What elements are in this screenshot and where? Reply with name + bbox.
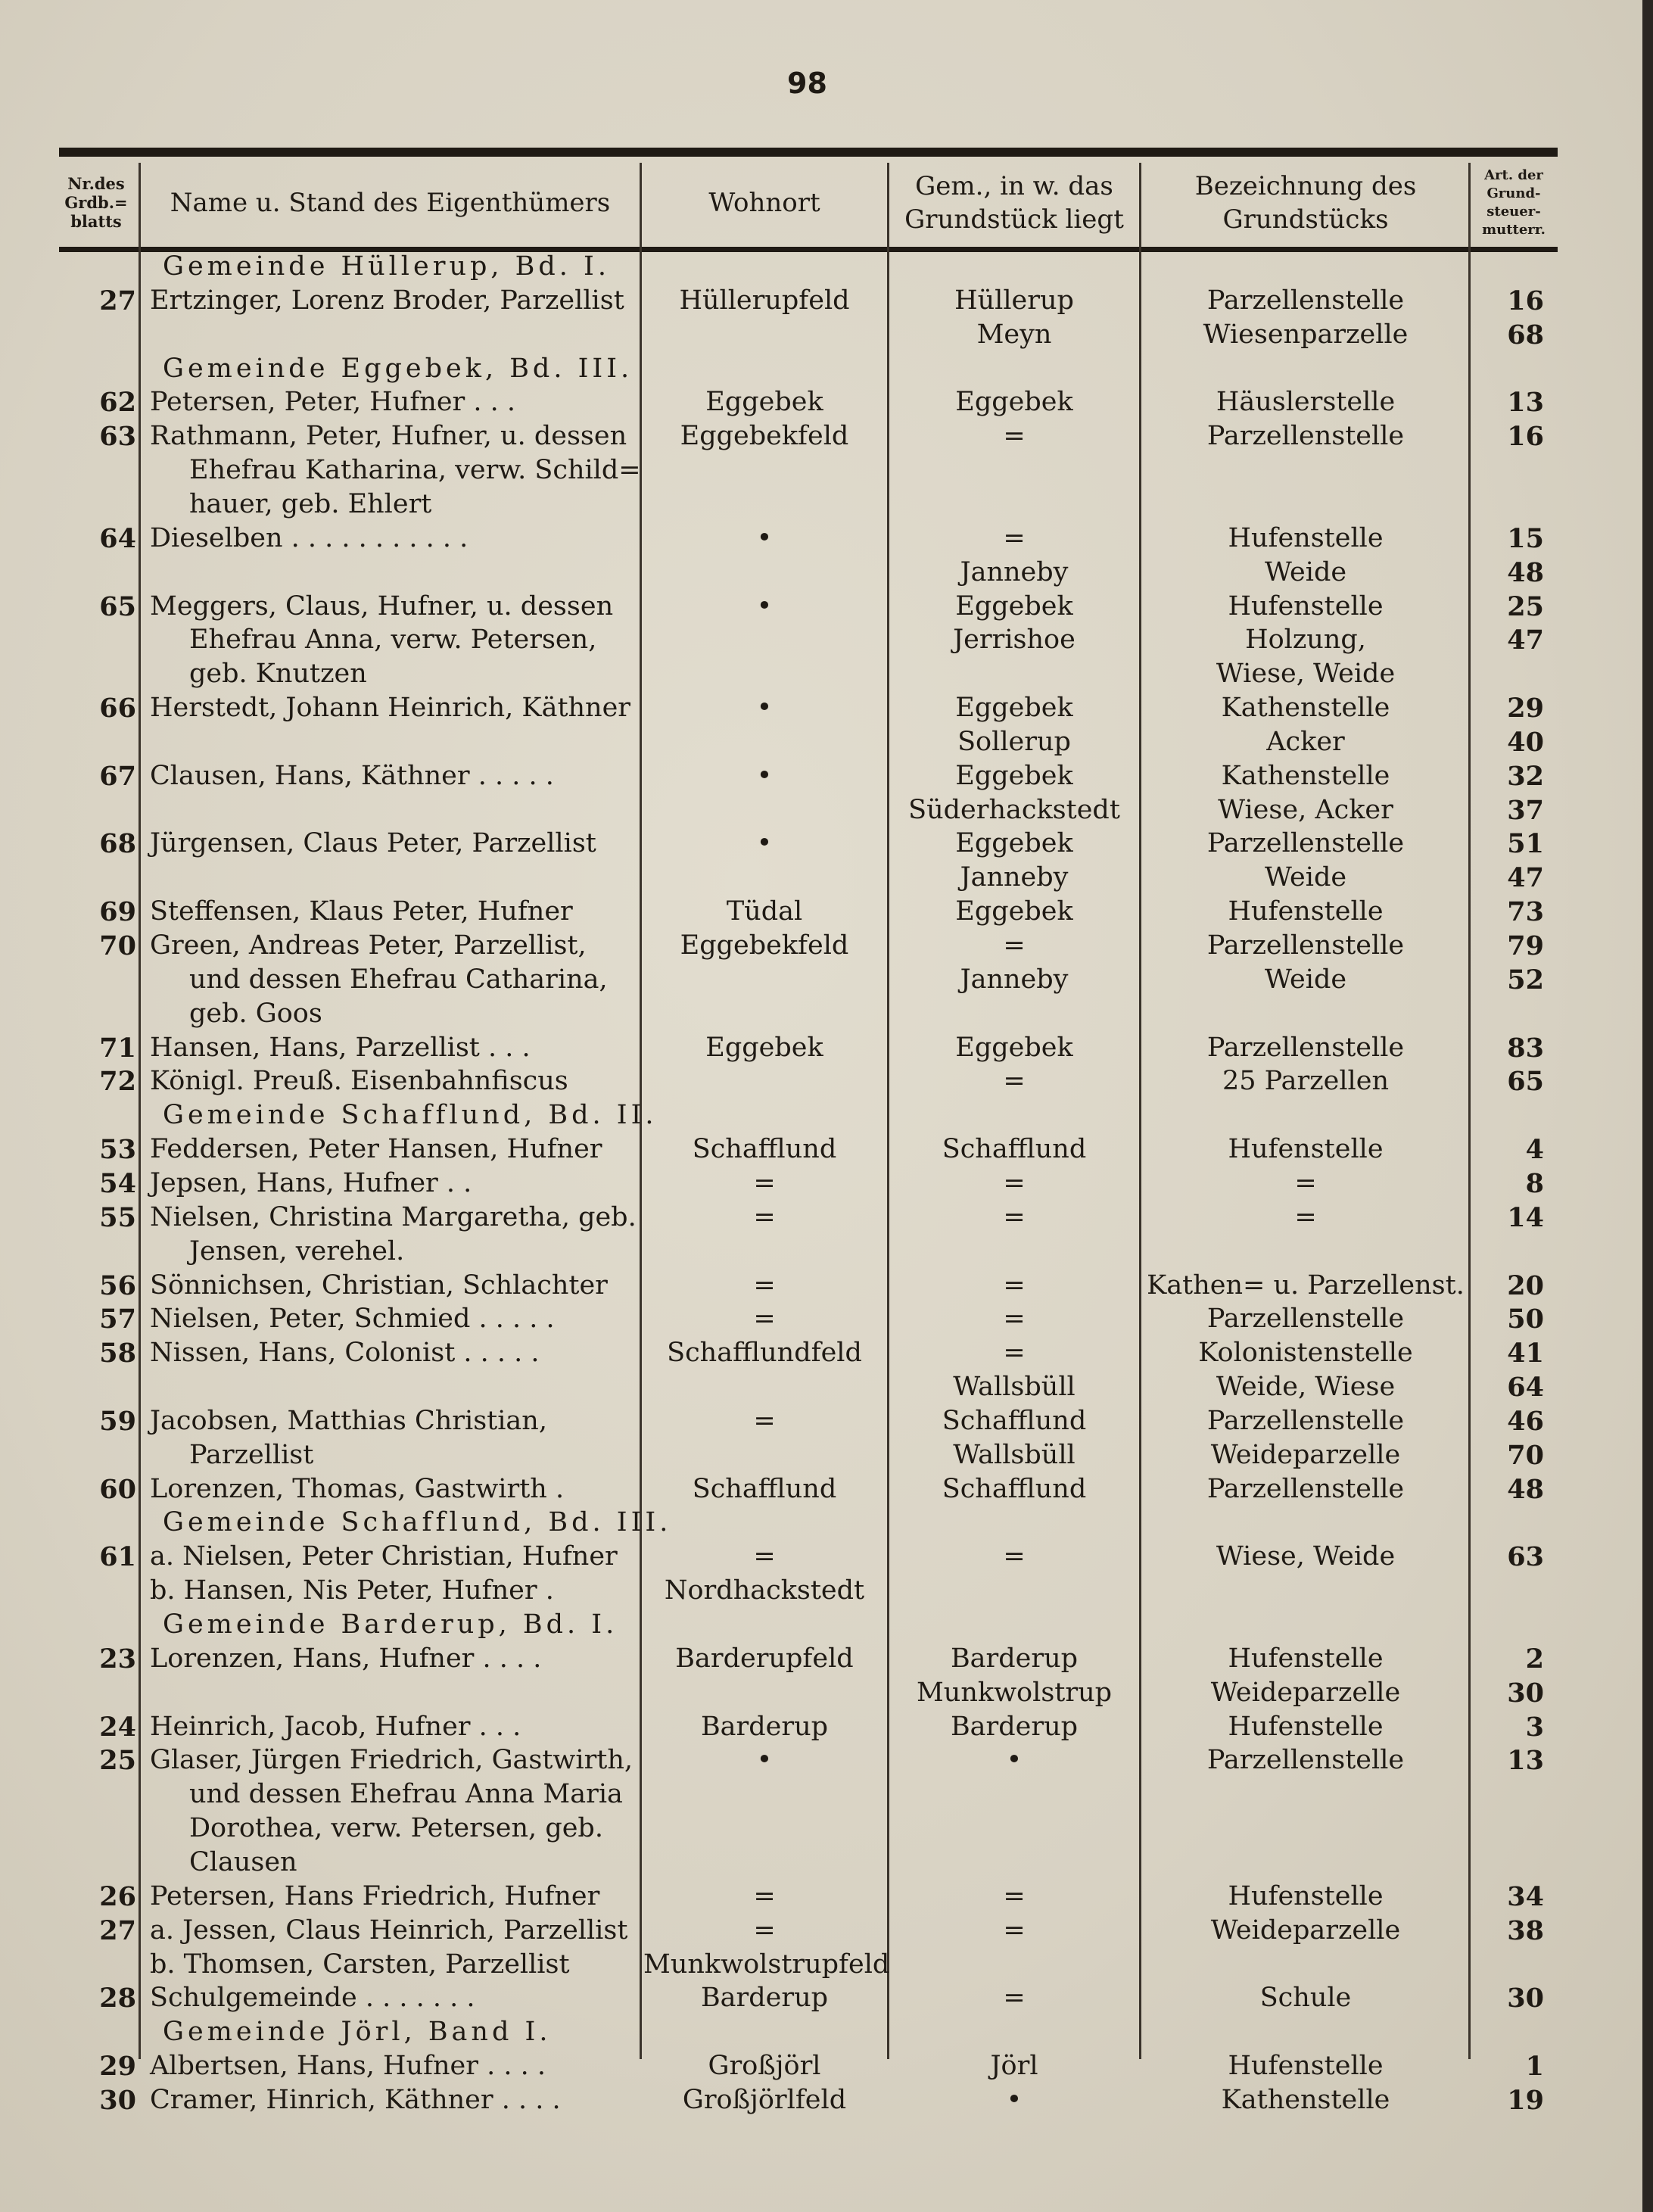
municipality: Eggebek — [955, 590, 1073, 622]
table-row — [0, 385, 1653, 419]
municipality: Schafflund — [942, 1405, 1087, 1436]
owner-name: geb. Knutzen — [189, 659, 367, 690]
residence: Eggebek — [705, 387, 823, 418]
parcel-designation: Weideparzelle — [1210, 1677, 1401, 1708]
owner-name: Nissen, Hans, Colonist . . . . . — [150, 1338, 540, 1369]
parcel-designation: Weideparzelle — [1210, 1439, 1401, 1470]
residence: = — [753, 1304, 776, 1335]
owner-name: Jürgensen, Claus Peter, Parzellist — [150, 828, 596, 859]
table-row — [0, 1880, 1653, 1914]
tax-article: 79 — [1507, 930, 1544, 961]
tax-article: 30 — [1507, 1983, 1544, 2014]
residence: • — [756, 828, 773, 859]
parcel-designation: Kolonistenstelle — [1198, 1338, 1413, 1369]
municipality: Schafflund — [942, 1134, 1087, 1165]
table-row — [0, 929, 1653, 963]
municipality: • — [1006, 1745, 1023, 1776]
parcel-designation: Wiese, Weide — [1216, 1541, 1396, 1572]
row-number: 65 — [99, 590, 136, 622]
owner-name: Schulgemeinde . . . . . . . — [150, 1983, 475, 2014]
table-row — [0, 1574, 1653, 1608]
table-row — [0, 1812, 1653, 1846]
table-row — [0, 1438, 1653, 1472]
section-heading-row — [0, 250, 1653, 284]
owner-name: Meggers, Claus, Hufner, u. dessen — [150, 590, 614, 622]
tax-article: 29 — [1507, 693, 1544, 724]
owner-name: Jacobsen, Matthias Christian, — [150, 1405, 547, 1436]
municipality: Barderup — [950, 1643, 1079, 1674]
residence: = — [753, 1201, 776, 1232]
parcel-designation: Parzellenstelle — [1206, 1473, 1405, 1504]
owner-name: hauer, geb. Ehlert — [189, 488, 432, 519]
table-row — [0, 1981, 1653, 2015]
owner-name: und dessen Ehefrau Anna Maria — [189, 1779, 623, 1810]
header-gemeinde: Gem., in w. das Grundstück liegt — [904, 170, 1124, 235]
owner-name: a. Jessen, Claus Heinrich, Parzellist — [150, 1914, 628, 1946]
section-heading-row — [0, 1098, 1653, 1132]
table-row — [0, 1269, 1653, 1303]
residence: • — [756, 1745, 773, 1776]
table-row — [0, 2083, 1653, 2117]
owner-name: Dorothea, verw. Petersen, geb. — [189, 1813, 603, 1844]
tax-article: 16 — [1507, 285, 1544, 316]
table-row — [0, 488, 1653, 522]
residence: Schafflundfeld — [667, 1338, 862, 1369]
row-number: 71 — [99, 1032, 136, 1064]
municipality: Meyn — [976, 319, 1052, 350]
owner-name: Königl. Preuß. Eisenbahnfiscus — [150, 1066, 568, 1097]
parcel-designation: = — [1294, 1167, 1317, 1198]
owner-name: Cramer, Hinrich, Käthner . . . . — [150, 2084, 561, 2115]
tax-article: 25 — [1507, 590, 1544, 622]
table-row — [0, 793, 1653, 827]
owner-name: Heinrich, Jacob, Hufner . . . — [150, 1711, 521, 1742]
table-row — [0, 2049, 1653, 2083]
section-heading-row — [0, 1506, 1653, 1540]
municipality: Jerrishoe — [953, 625, 1076, 656]
owner-name: Hansen, Hans, Parzellist . . . — [150, 1032, 531, 1063]
section-heading-row — [0, 352, 1653, 386]
municipality: Eggebek — [955, 387, 1073, 418]
table-row — [0, 1031, 1653, 1065]
tax-article: 68 — [1507, 319, 1544, 350]
residence: • — [756, 693, 773, 724]
municipality: Eggebek — [955, 760, 1073, 791]
table-row — [0, 895, 1653, 929]
tax-article: 63 — [1507, 1541, 1544, 1573]
parcel-designation: 25 Parzellen — [1222, 1066, 1390, 1097]
tax-article: 13 — [1507, 387, 1544, 419]
row-number: 26 — [99, 1880, 136, 1912]
table-row — [0, 419, 1653, 453]
tax-article: 41 — [1507, 1338, 1544, 1369]
municipality: = — [1003, 1270, 1026, 1301]
row-number: 57 — [99, 1304, 136, 1335]
residence: = — [753, 1914, 776, 1946]
row-number: 66 — [99, 693, 136, 724]
table-row — [0, 1540, 1653, 1574]
table-row — [0, 725, 1653, 759]
residence: Barderupfeld — [675, 1643, 854, 1674]
tax-article: 73 — [1507, 896, 1544, 928]
tax-article: 19 — [1507, 2084, 1544, 2116]
row-number: 58 — [99, 1338, 136, 1369]
parcel-designation: Parzellenstelle — [1206, 421, 1405, 452]
table-row — [0, 1914, 1653, 1948]
municipality: = — [1003, 1201, 1026, 1232]
residence: Eggebek — [705, 1032, 823, 1063]
table-row — [0, 1404, 1653, 1438]
owner-name: Steffensen, Klaus Peter, Hufner — [150, 896, 573, 927]
row-number: 72 — [99, 1066, 136, 1098]
parcel-designation: Hufenstelle — [1228, 1643, 1384, 1674]
owner-name: Dieselben . . . . . . . . . . . — [150, 522, 469, 553]
section-heading-row — [0, 1608, 1653, 1642]
tax-article: 38 — [1507, 1914, 1544, 1946]
municipality: Janneby — [960, 556, 1069, 587]
municipality: Eggebek — [955, 828, 1073, 859]
tax-article: 46 — [1507, 1405, 1544, 1437]
tax-article: 51 — [1507, 828, 1544, 860]
owner-name: Ertzinger, Lorenz Broder, Parzellist — [150, 285, 624, 316]
residence: Schafflund — [692, 1473, 837, 1504]
owner-name: Clausen — [189, 1846, 297, 1877]
table-row — [0, 623, 1653, 657]
owner-name: Clausen, Hans, Käthner . . . . . — [150, 760, 554, 791]
row-number: 56 — [99, 1270, 136, 1301]
municipality: = — [1003, 1338, 1026, 1369]
tax-article: 65 — [1507, 1066, 1544, 1098]
owner-name: Green, Andreas Peter, Parzellist, — [150, 930, 587, 961]
row-number: 69 — [99, 896, 136, 928]
row-number: 30 — [99, 2084, 136, 2116]
parcel-designation: Wiesenparzelle — [1203, 319, 1409, 350]
owner-name: Petersen, Peter, Hufner . . . — [150, 387, 516, 418]
municipality: Eggebek — [955, 693, 1073, 724]
residence: Großjörl — [708, 2051, 821, 2082]
tax-article: 20 — [1507, 1270, 1544, 1301]
table-row — [0, 1846, 1653, 1880]
parcel-designation: Häuslerstelle — [1216, 387, 1396, 418]
table-row — [0, 1336, 1653, 1370]
section-heading: Gemeinde Eggebek, Bd. III. — [163, 353, 633, 384]
row-number: 24 — [99, 1711, 136, 1743]
header-wohnort: Wohnort — [708, 187, 820, 218]
owner-name: Jepsen, Hans, Hufner . . — [150, 1167, 472, 1198]
tax-article: 16 — [1507, 421, 1544, 453]
residence: Barderup — [700, 1711, 829, 1742]
table-row — [0, 827, 1653, 861]
table-row — [0, 1710, 1653, 1744]
table-row — [0, 556, 1653, 590]
parcel-designation: Parzellenstelle — [1206, 1304, 1405, 1335]
municipality: = — [1003, 522, 1026, 553]
tax-article: 37 — [1507, 794, 1544, 826]
table-row — [0, 1777, 1653, 1812]
table-row — [0, 759, 1653, 793]
table-row — [0, 453, 1653, 488]
row-number: 27 — [99, 1914, 136, 1946]
tax-article: 50 — [1507, 1304, 1544, 1335]
parcel-designation: Kathen= u. Parzellenst. — [1147, 1270, 1465, 1301]
table-row — [0, 1167, 1653, 1201]
municipality: Munkwolstrup — [916, 1677, 1113, 1708]
tax-article: 52 — [1507, 964, 1544, 995]
residence: = — [753, 1541, 776, 1572]
parcel-designation: Acker — [1266, 726, 1345, 757]
parcel-designation: Weide, Wiese — [1216, 1372, 1396, 1403]
owner-name: Ehefrau Katharina, verw. Schild= — [189, 455, 641, 486]
residence: • — [756, 760, 773, 791]
tax-article: 83 — [1507, 1032, 1544, 1064]
owner-name: Parzellist — [189, 1439, 314, 1470]
municipality: Schafflund — [942, 1473, 1087, 1504]
municipality: = — [1003, 1304, 1026, 1335]
row-number: 67 — [99, 760, 136, 792]
residence: = — [753, 1405, 776, 1436]
parcel-designation: Weide — [1264, 964, 1347, 995]
table-row — [0, 522, 1653, 556]
tax-article: 13 — [1507, 1745, 1544, 1777]
parcel-designation: Parzellenstelle — [1206, 828, 1405, 859]
parcel-designation: Holzung, — [1245, 625, 1366, 656]
owner-name: Jensen, verehel. — [189, 1235, 405, 1266]
municipality: Janneby — [960, 964, 1069, 995]
row-number: 54 — [99, 1167, 136, 1199]
residence: = — [753, 1167, 776, 1198]
owner-name: Glaser, Jürgen Friedrich, Gastwirth, — [150, 1745, 633, 1776]
table-row — [0, 318, 1653, 352]
table-row — [0, 1235, 1653, 1269]
owner-name: Petersen, Hans Friedrich, Hufner — [150, 1880, 600, 1911]
table-row — [0, 1472, 1653, 1506]
residence: Schafflund — [692, 1134, 837, 1165]
owner-name: geb. Goos — [189, 998, 322, 1029]
tax-article: 2 — [1525, 1643, 1544, 1675]
owner-name: und dessen Ehefrau Catharina, — [189, 964, 608, 995]
header-bezeichnung: Bezeichnung des Grundstücks — [1194, 170, 1417, 235]
municipality: Süderhackstedt — [908, 794, 1120, 825]
section-heading: Gemeinde Schafflund, Bd. III. — [163, 1507, 672, 1538]
owner-name: Lorenzen, Thomas, Gastwirth . — [150, 1473, 565, 1504]
row-number: 27 — [99, 285, 136, 316]
residence: • — [756, 590, 773, 622]
table-row — [0, 1948, 1653, 1982]
owner-name: b. Thomsen, Carsten, Parzellist — [150, 1949, 570, 1980]
row-number: 29 — [99, 2051, 136, 2083]
parcel-designation: Kathenstelle — [1221, 2084, 1390, 2115]
parcel-designation: Hufenstelle — [1228, 1880, 1384, 1911]
section-heading-row — [0, 2015, 1653, 2049]
tax-article: 48 — [1507, 556, 1544, 588]
residence: Hüllerupfeld — [679, 285, 850, 316]
table-row — [0, 284, 1653, 318]
municipality: = — [1003, 1167, 1026, 1198]
parcel-designation: Wiese, Acker — [1218, 794, 1393, 825]
row-number: 53 — [99, 1134, 136, 1166]
section-heading: Gemeinde Jörl, Band I. — [163, 2017, 552, 2048]
owner-name: a. Nielsen, Peter Christian, Hufner — [150, 1541, 618, 1572]
tax-article: 70 — [1507, 1439, 1544, 1471]
residence: Tüdal — [726, 896, 803, 927]
tax-article: 1 — [1525, 2051, 1544, 2083]
parcel-designation: Schule — [1259, 1983, 1352, 2014]
parcel-designation: Hufenstelle — [1228, 522, 1384, 553]
section-heading: Gemeinde Hüllerup, Bd. I. — [163, 251, 610, 282]
table-row — [0, 1642, 1653, 1676]
row-number: 62 — [99, 387, 136, 419]
table-row — [0, 997, 1653, 1031]
residence: = — [753, 1270, 776, 1301]
municipality: Wallsbüll — [953, 1372, 1076, 1403]
header-artikel: Art. der Grund- steuer- mutterr. — [1482, 167, 1546, 238]
row-number: 28 — [99, 1983, 136, 2014]
table-row — [0, 1132, 1653, 1167]
parcel-designation: Weideparzelle — [1210, 1914, 1401, 1946]
residence: Barderup — [700, 1983, 829, 2014]
row-number: 25 — [99, 1745, 136, 1777]
parcel-designation: Hufenstelle — [1228, 1711, 1384, 1742]
table-row — [0, 691, 1653, 725]
table-row — [0, 1302, 1653, 1336]
row-number: 59 — [99, 1405, 136, 1437]
parcel-designation: Kathenstelle — [1221, 693, 1390, 724]
municipality: = — [1003, 1880, 1026, 1911]
municipality: Janneby — [960, 862, 1069, 893]
municipality: Sollerup — [957, 726, 1071, 757]
residence: Eggebekfeld — [680, 930, 849, 961]
table-row — [0, 657, 1653, 691]
parcel-designation: Parzellenstelle — [1206, 1745, 1405, 1776]
row-number: 55 — [99, 1201, 136, 1233]
tax-article: 8 — [1525, 1167, 1544, 1199]
owner-name: b. Hansen, Nis Peter, Hufner . — [150, 1575, 554, 1606]
owner-name: Nielsen, Christina Margaretha, geb. — [150, 1201, 637, 1232]
owner-name: Nielsen, Peter, Schmied . . . . . — [150, 1304, 555, 1335]
row-number: 70 — [99, 930, 136, 961]
owner-name: Ehefrau Anna, verw. Petersen, — [189, 625, 597, 656]
row-number: 68 — [99, 828, 136, 860]
municipality: = — [1003, 1983, 1026, 2014]
municipality: • — [1006, 2084, 1023, 2115]
tax-article: 4 — [1525, 1134, 1544, 1166]
section-heading: Gemeinde Barderup, Bd. I. — [163, 1609, 618, 1640]
residence: Munkwolstrupfeld — [643, 1949, 890, 1980]
tax-article: 15 — [1507, 522, 1544, 554]
table-row — [0, 963, 1653, 997]
owner-name: Herstedt, Johann Heinrich, Käthner — [150, 693, 631, 724]
municipality: Eggebek — [955, 1032, 1073, 1063]
parcel-designation: Parzellenstelle — [1206, 285, 1405, 316]
tax-article: 34 — [1507, 1880, 1544, 1912]
parcel-designation: Weide — [1264, 556, 1347, 587]
row-number: 63 — [99, 421, 136, 453]
row-number: 61 — [99, 1541, 136, 1573]
parcel-designation: Hufenstelle — [1228, 590, 1384, 622]
owner-name: Albertsen, Hans, Hufner . . . . — [150, 2051, 546, 2082]
owner-name: Rathmann, Peter, Hufner, u. dessen — [150, 421, 627, 452]
parcel-designation: Wiese, Weide — [1216, 659, 1396, 690]
residence: Nordhackstedt — [664, 1575, 865, 1606]
municipality: = — [1003, 1914, 1026, 1946]
header-nr: Nr.des Grdb.= blatts — [64, 174, 128, 231]
parcel-designation: Parzellenstelle — [1206, 930, 1405, 961]
residence: Großjörlfeld — [682, 2084, 847, 2115]
municipality: Wallsbüll — [953, 1439, 1076, 1470]
municipality: = — [1003, 1066, 1026, 1097]
table-row — [0, 1201, 1653, 1235]
municipality: Barderup — [950, 1711, 1079, 1742]
municipality: Hüllerup — [954, 285, 1074, 316]
parcel-designation: Hufenstelle — [1228, 896, 1384, 927]
municipality: Jörl — [990, 2051, 1038, 2082]
row-number: 64 — [99, 522, 136, 554]
table-top-rule — [59, 148, 1558, 157]
parcel-designation: Parzellenstelle — [1206, 1405, 1405, 1436]
owner-name: Feddersen, Peter Hansen, Hufner — [150, 1134, 602, 1165]
section-heading: Gemeinde Schafflund, Bd. II. — [163, 1100, 658, 1131]
page-number: 98 — [787, 67, 827, 100]
municipality: = — [1003, 1541, 1026, 1572]
table-row — [0, 590, 1653, 624]
tax-article: 47 — [1507, 625, 1544, 656]
parcel-designation: Weide — [1264, 862, 1347, 893]
owner-name: Sönnichsen, Christian, Schlachter — [150, 1270, 608, 1301]
residence: Eggebekfeld — [680, 421, 849, 452]
tax-article: 3 — [1525, 1711, 1544, 1743]
parcel-designation: Parzellenstelle — [1206, 1032, 1405, 1063]
residence: • — [756, 522, 773, 553]
table-row — [0, 1676, 1653, 1710]
municipality: Eggebek — [955, 896, 1073, 927]
tax-article: 40 — [1507, 726, 1544, 758]
parcel-designation: Kathenstelle — [1221, 760, 1390, 791]
parcel-designation: = — [1294, 1201, 1317, 1232]
table-row — [0, 1370, 1653, 1404]
parcel-designation: Hufenstelle — [1228, 2051, 1384, 2082]
header-name: Name u. Stand des Eigenthümers — [170, 187, 611, 218]
tax-article: 32 — [1507, 760, 1544, 792]
row-number: 23 — [99, 1643, 136, 1675]
tax-article: 14 — [1507, 1201, 1544, 1233]
table-row — [0, 861, 1653, 895]
tax-article: 30 — [1507, 1677, 1544, 1709]
owner-name: Lorenzen, Hans, Hufner . . . . — [150, 1643, 542, 1674]
municipality: = — [1003, 421, 1026, 452]
table-row — [0, 1064, 1653, 1098]
tax-article: 47 — [1507, 862, 1544, 894]
tax-article: 48 — [1507, 1473, 1544, 1505]
residence: = — [753, 1880, 776, 1911]
parcel-designation: Hufenstelle — [1228, 1134, 1384, 1165]
municipality: = — [1003, 930, 1026, 961]
table-row — [0, 1743, 1653, 1777]
row-number: 60 — [99, 1473, 136, 1505]
tax-article: 64 — [1507, 1372, 1544, 1404]
